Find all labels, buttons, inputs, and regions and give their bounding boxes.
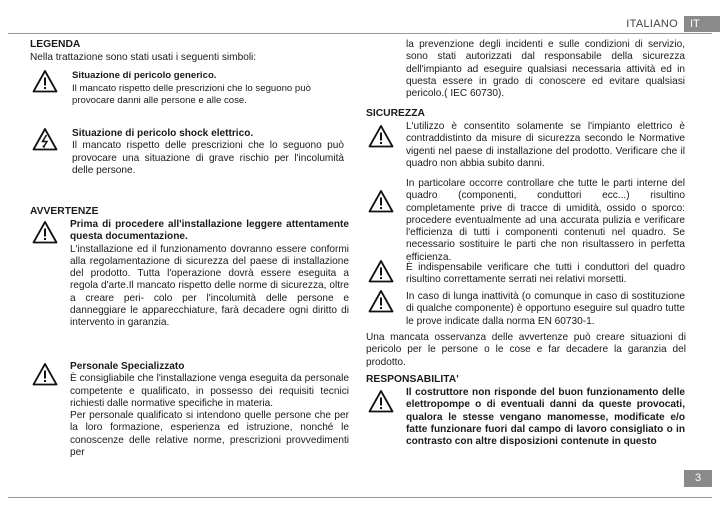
- page-number: 3: [684, 470, 712, 487]
- language-label: ITALIANO: [626, 18, 678, 30]
- personale-block: [70, 361, 349, 459]
- legenda-intro: Nella trattazione sono stati usati i seguenti simboli:: [30, 52, 257, 63]
- sicurezza-text-1: L'utilizzo è consentito solamente se l'impianto elettrico è contraddistinto da misure di sicurezza secondo le Normative vigenti nel paese di installazione del prodotto. Verificare che il quadro non abbia subito danni.: [406, 121, 685, 169]
- footer-divider: [8, 497, 712, 498]
- warning-triangle-icon: [32, 69, 58, 93]
- sicurezza-text-3: È indispensabile verificare che tutti i conduttori del quadro risultino correttamente serrati nei relativi morsetti.: [406, 262, 685, 286]
- generic-danger-block: [72, 70, 350, 108]
- responsabilita-text: Il costruttore non risponde del buon funzionamento delle elettropompe o di eventuali danni da queste provocati, qualora le stesse vengano manomesse, modificate e/o fatte funzionare fuori dal campo di lavoro consigliato o in contrasto con altre disposizioni contenute in questo: [406, 387, 685, 448]
- warning-triangle-icon: [368, 124, 394, 148]
- shock-danger-text: Il mancato rispetto delle prescrizioni che lo seguono può provocare una situazione di grave rischio per l'incolumità delle persone.: [72, 140, 344, 176]
- generic-danger-text: Il mancato rispetto delle prescrizioni che lo seguono può provocare danni alle persone e alle cose.: [72, 82, 311, 106]
- personale-text-1: È consigliabile che l'installazione venga eseguita da personale competente e qualificato, in possesso dei requisiti tecnici richiesti dalle normative specifiche in materia.: [70, 373, 349, 409]
- electric-shock-icon: [32, 127, 58, 151]
- responsabilita-title: RESPONSABILITA': [366, 374, 459, 385]
- sicurezza-text-4: In caso di lunga inattività (o comunque in caso di sostituzione di qualche componente) è opportuno eseguire sul quadro tutte le prove indicate dalla norma EN 60730-1.: [406, 291, 685, 327]
- warning-triangle-icon: [368, 389, 394, 413]
- continued-text: la prevenzione degli incidenti e sulle condizioni di servizio, sono stati autorizzati dal responsabile della sicurezza dell'impianto ad eseguire qualsiasi necessaria attività ed in questa essere in grado di conoscere ed evitare qualsiasi pericolo.( IEC 60730).: [406, 39, 685, 100]
- warning-triangle-icon: [32, 220, 58, 244]
- personale-text-2: Per personale qualificato si intendono quelle persone che per la loro formazione, esperienza ed istruzione, nonché le conoscenze delle relative norme, prescrizioni provvedimenti per: [70, 410, 349, 459]
- avvertenze-block: [70, 219, 349, 330]
- warning-triangle-icon: [368, 189, 394, 213]
- header-divider: [8, 33, 712, 34]
- sicurezza-text-2: In particolare occorre controllare che tutte le parti interne del quadro (componenti, conduttori ecc...) risultino completamente prive di tracce di umidità, ossido o sporco: procedere eventualmente ad una accurata pulizia e verificare l'efficienza di tutti i componenti contenuti nel quadro. Se necessario sostituire le parti che non risultassero in perfetta efficienza.: [406, 178, 685, 263]
- shock-danger-block: [72, 128, 344, 177]
- sicurezza-title: SICUREZZA: [366, 108, 425, 119]
- warning-triangle-icon: [368, 259, 394, 283]
- legenda-title: LEGENDA: [30, 39, 81, 50]
- sicurezza-text-5: Una mancata osservanza delle avvertenze può creare situazioni di pericolo per le persone o le cose e far decadere la garanzia del prodotto.: [366, 332, 686, 368]
- shock-danger-title: Situazione di pericolo shock elettrico.: [72, 128, 254, 139]
- avvertenze-bold-text: Prima di procedere all'installazione leggere attentamente questa documentazione.: [70, 219, 349, 243]
- avvertenze-title: AVVERTENZE: [30, 206, 99, 217]
- generic-danger-title: Situazione di pericolo generico.: [72, 70, 217, 81]
- language-code-tag: IT: [684, 16, 720, 32]
- avvertenze-text: L'installazione ed il funzionamento dovranno essere conformi alla regolamentazione di sicurezza del paese di installazione del prodotto. Tutta l'operazione dovrà essere eseguita a regola d'arte.Il mancato rispetto delle norme di sicurezza, oltre a creare peri- colo per l'incolumità delle persone e danneggiare le apparecchiature, farà decadere ogni diritto di intervento in garanzia.: [70, 243, 349, 329]
- personale-title: Personale Specializzato: [70, 361, 185, 372]
- warning-triangle-icon: [32, 362, 58, 386]
- warning-triangle-icon: [368, 289, 394, 313]
